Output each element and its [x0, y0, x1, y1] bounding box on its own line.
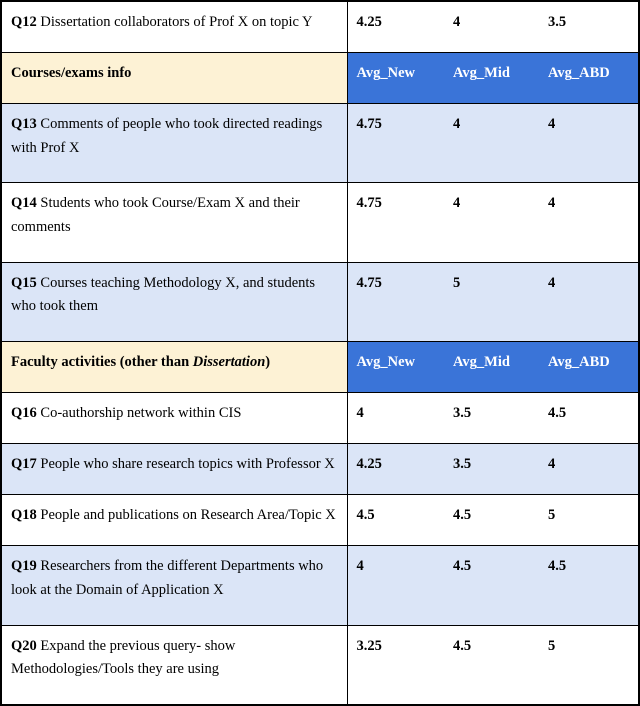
value-avg-abd: 4: [539, 183, 638, 262]
value-avg-new: 4.75: [347, 183, 444, 262]
value-avg-abd: 5: [539, 495, 638, 546]
value-avg-mid: 4: [444, 104, 539, 183]
table-row: [2, 546, 638, 625]
value-avg-new: 4.25: [347, 444, 444, 495]
ratings-table: [2, 2, 638, 704]
section-title-text: Courses/exams info: [11, 64, 132, 81]
question-cell: [2, 262, 347, 341]
value-avg-abd: 4: [539, 444, 638, 495]
table-row: [2, 625, 638, 704]
question-text: Comments of people who took directed readings with Prof X: [11, 116, 323, 156]
section-header-row: [2, 52, 638, 103]
section-title-suffix: ): [265, 354, 271, 371]
value-avg-abd: 5: [539, 625, 638, 704]
question-cell: [2, 495, 347, 546]
question-cell: [2, 546, 347, 625]
value-avg-new: 3.25: [347, 625, 444, 704]
question-cell: [2, 393, 347, 444]
column-header-avg-mid: Avg_Mid: [444, 342, 539, 393]
question-label: Q20: [11, 637, 37, 654]
value-avg-mid: 4: [444, 2, 539, 52]
question-text: Dissertation collaborators of Prof X on topic Y: [36, 14, 313, 30]
table-row: [2, 262, 638, 341]
value-avg-mid: 4.5: [444, 495, 539, 546]
table-row: [2, 2, 638, 52]
section-title: [2, 52, 347, 103]
value-avg-new: 4: [347, 393, 444, 444]
value-avg-mid: 4.5: [444, 625, 539, 704]
value-avg-abd: 4: [539, 104, 638, 183]
column-header-avg-new: Avg_New: [347, 52, 444, 103]
question-label: Q17: [11, 456, 37, 473]
value-avg-abd: 4.5: [539, 393, 638, 444]
question-cell: [2, 183, 347, 262]
question-label: Q19: [11, 558, 37, 575]
question-label: Q14: [11, 195, 37, 212]
table-row: [2, 104, 638, 183]
value-avg-new: 4.75: [347, 262, 444, 341]
value-avg-mid: 3.5: [444, 444, 539, 495]
question-text: Students who took Course/Exam X and their comments: [11, 195, 300, 235]
value-avg-mid: 3.5: [444, 393, 539, 444]
value-avg-new: 4.25: [347, 2, 444, 52]
question-cell: [2, 2, 347, 52]
table-row: [2, 393, 638, 444]
question-text: Co-authorship network within CIS: [36, 405, 242, 422]
section-title-emphasis: Dissertation: [192, 354, 266, 371]
question-text: Expand the previous query- show Methodologies/Tools they are using: [11, 637, 236, 678]
value-avg-new: 4.75: [347, 104, 444, 183]
section-title-text: Faculty activities (other than: [11, 354, 193, 371]
question-cell: [2, 625, 347, 704]
column-header-avg-abd: Avg_ABD: [539, 52, 638, 103]
question-text: People who share research topics with Professor X: [36, 456, 335, 473]
table-body: [2, 2, 638, 704]
column-header-avg-mid: Avg_Mid: [444, 52, 539, 103]
value-avg-mid: 5: [444, 262, 539, 341]
column-header-avg-new: Avg_New: [347, 342, 444, 393]
question-label: Q15: [11, 274, 37, 291]
value-avg-mid: 4.5: [444, 546, 539, 625]
question-text: Courses teaching Methodology X, and students who took them: [11, 274, 316, 315]
value-avg-mid: 4: [444, 183, 539, 262]
question-text: People and publications on Research Area/Topic X: [36, 507, 336, 524]
column-header-avg-abd: Avg_ABD: [539, 342, 638, 393]
value-avg-abd: 4: [539, 262, 638, 341]
value-avg-abd: 3.5: [539, 2, 638, 52]
question-label: Q13: [11, 116, 37, 133]
value-avg-new: 4.5: [347, 495, 444, 546]
question-label: Q16: [11, 405, 37, 422]
table-row: [2, 495, 638, 546]
table-row: [2, 183, 638, 262]
question-label: Q12: [11, 14, 37, 30]
question-cell: [2, 104, 347, 183]
question-label: Q18: [11, 507, 37, 524]
section-header-row: [2, 342, 638, 393]
table-row: [2, 444, 638, 495]
value-avg-new: 4: [347, 546, 444, 625]
question-cell: [2, 444, 347, 495]
section-title: [2, 342, 347, 393]
question-text: Researchers from the different Departments who look at the Domain of Application X: [11, 558, 324, 598]
value-avg-abd: 4.5: [539, 546, 638, 625]
